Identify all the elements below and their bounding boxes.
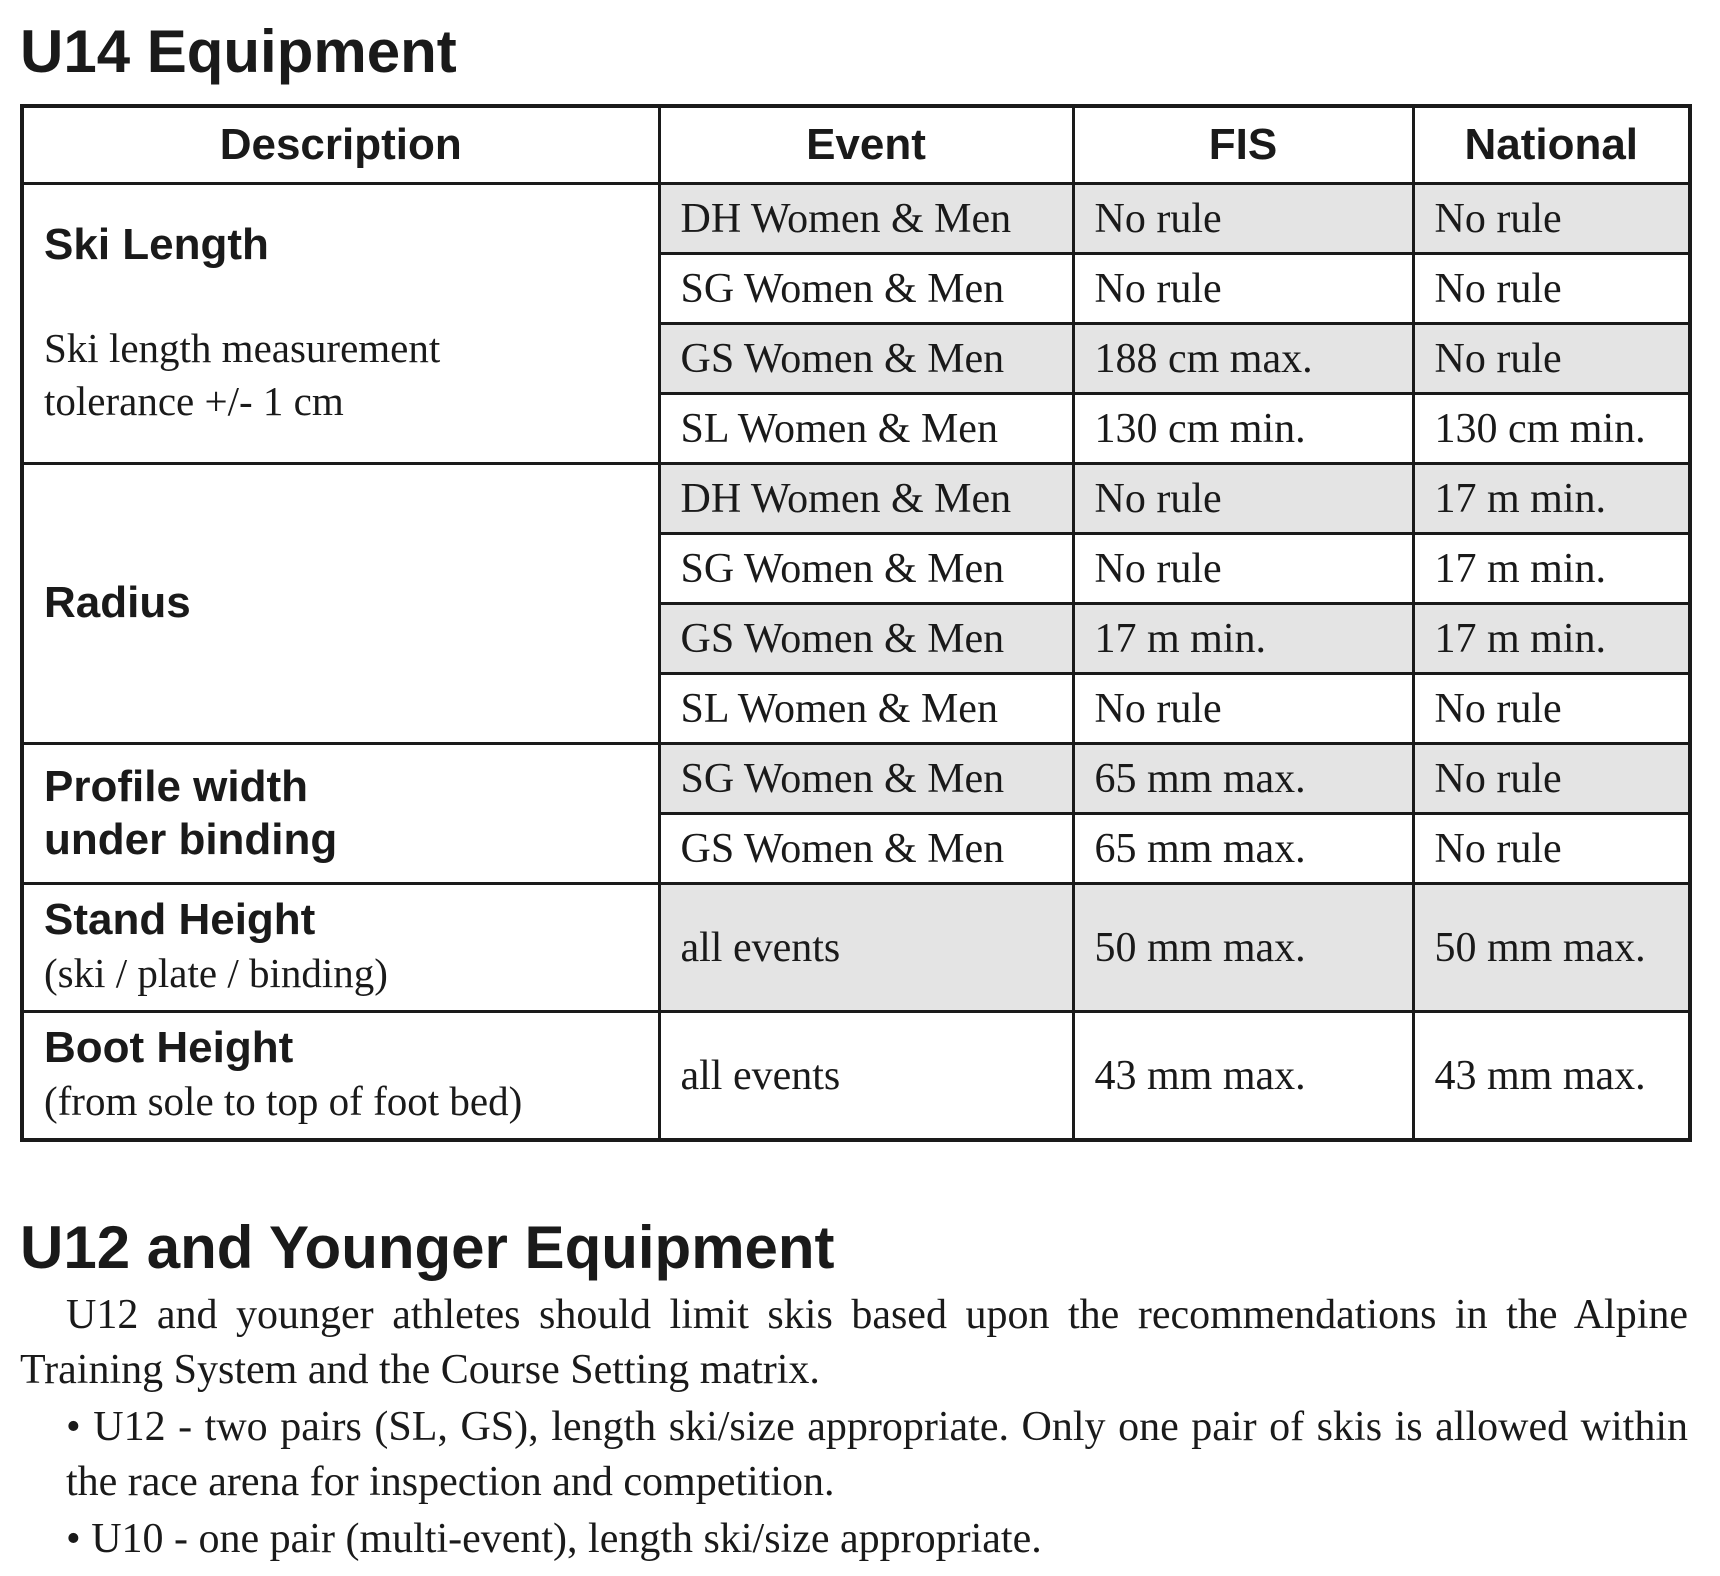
fis-cell: No rule (1073, 674, 1413, 744)
event-cell: SL Women & Men (659, 674, 1073, 744)
national-cell: No rule (1413, 254, 1690, 324)
u14-section-title: U14 Equipment (20, 18, 457, 85)
table-row (22, 184, 1690, 254)
header-event: Event (659, 106, 1073, 184)
u10-bullet-item: • U10 - one pair (multi-event), length ski/size appropriate. (66, 1516, 1042, 1562)
national-cell: 130 cm min. (1413, 394, 1690, 464)
national-cell: 17 m min. (1413, 464, 1690, 534)
u12-bullet-item: • U12 - two pairs (SL, GS), length ski/size appropriate. Only one pair of skis is allowed within the race arena for inspection and competition. (66, 1404, 1688, 1505)
header-description: Description (22, 106, 659, 184)
table-row (22, 884, 1690, 1012)
event-cell: SG Women & Men (659, 254, 1073, 324)
stand-height-label: Stand Height (44, 895, 316, 945)
event-cell: GS Women & Men (659, 814, 1073, 884)
event-cell: all events (659, 884, 1073, 1012)
radius-label: Radius (44, 578, 191, 628)
event-cell: GS Women & Men (659, 324, 1073, 394)
profile-width-description (22, 744, 659, 884)
radius-description (22, 464, 659, 744)
fis-cell: No rule (1073, 464, 1413, 534)
boot-height-description (22, 1012, 659, 1141)
event-cell: DH Women & Men (659, 184, 1073, 254)
event-cell: GS Women & Men (659, 604, 1073, 674)
stand-height-description (22, 884, 659, 1012)
fis-cell: 43 mm max. (1073, 1012, 1413, 1141)
fis-cell: 188 cm max. (1073, 324, 1413, 394)
fis-cell: 65 mm max. (1073, 744, 1413, 814)
table-row (22, 744, 1690, 814)
boot-height-note: (from sole to top of foot bed) (44, 1078, 523, 1125)
u12-section-title: U12 and Younger Equipment (20, 1214, 835, 1281)
table-header-row (22, 106, 1690, 184)
national-cell: No rule (1413, 324, 1690, 394)
fis-cell: No rule (1073, 254, 1413, 324)
event-cell: SG Women & Men (659, 744, 1073, 814)
fis-cell: 17 m min. (1073, 604, 1413, 674)
ski-length-note-line2: tolerance +/- 1 cm (44, 377, 344, 424)
event-cell: all events (659, 1012, 1073, 1141)
fis-cell: No rule (1073, 534, 1413, 604)
national-cell: 43 mm max. (1413, 1012, 1690, 1141)
profile-width-label-line1: Profile width (44, 761, 308, 811)
national-cell: 17 m min. (1413, 604, 1690, 674)
national-cell: 50 mm max. (1413, 884, 1690, 1012)
u12-intro-paragraph: U12 and younger athletes should limit skis based upon the recommendations in the Alpine Training System and the Course Setting matrix. (20, 1292, 1688, 1393)
fis-cell: No rule (1073, 184, 1413, 254)
u14-equipment-table (20, 104, 1692, 1142)
national-cell: No rule (1413, 744, 1690, 814)
header-national: National (1413, 106, 1690, 184)
event-cell: DH Women & Men (659, 464, 1073, 534)
fis-cell: 65 mm max. (1073, 814, 1413, 884)
table-row (22, 464, 1690, 534)
fis-cell: 50 mm max. (1073, 884, 1413, 1012)
ski-length-label: Ski Length (44, 219, 269, 269)
profile-width-label-line2: under binding (44, 814, 338, 864)
table-row (22, 1012, 1690, 1141)
fis-cell: 130 cm min. (1073, 394, 1413, 464)
national-cell: 17 m min. (1413, 534, 1690, 604)
event-cell: SL Women & Men (659, 394, 1073, 464)
header-fis: FIS (1073, 106, 1413, 184)
national-cell: No rule (1413, 184, 1690, 254)
national-cell: No rule (1413, 674, 1690, 744)
ski-length-note-line1: Ski length measurement (44, 324, 441, 371)
event-cell: SG Women & Men (659, 534, 1073, 604)
ski-length-description (22, 184, 659, 464)
boot-height-label: Boot Height (44, 1023, 294, 1073)
national-cell: No rule (1413, 814, 1690, 884)
stand-height-note: (ski / plate / binding) (44, 950, 388, 997)
